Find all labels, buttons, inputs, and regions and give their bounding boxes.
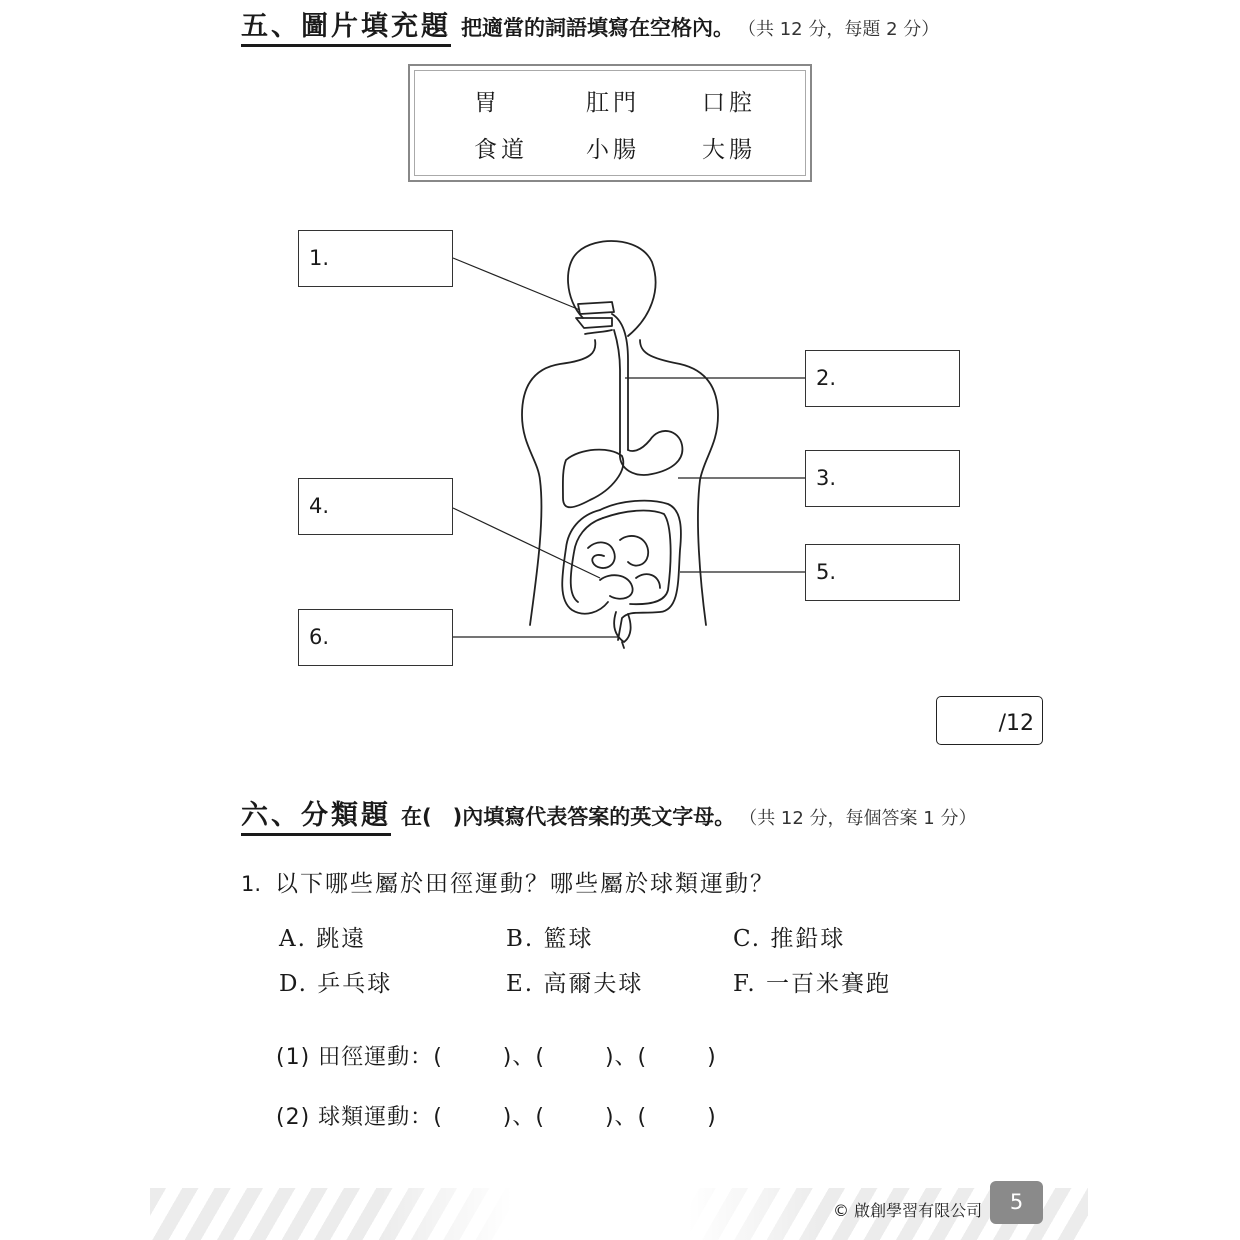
blank-paren: )、( [604,1045,648,1070]
copyright-text: © 啟創學習有限公司 [833,1201,983,1220]
nasal-cavity [578,302,614,314]
section5-instruction: 把適當的詞語填寫在空格內。 [461,16,734,40]
answer-box-5[interactable]: 5. [805,544,960,601]
body-outline-left [522,340,595,625]
question-number: 1. [241,872,262,896]
large-intestine [600,501,681,640]
question-1 [241,865,775,898]
small-intestine [588,536,660,599]
blank-paren: )、( [502,1045,545,1070]
anus [622,642,624,648]
blank-paren: )、( [502,1105,545,1130]
blank-paren: ( [433,1045,443,1070]
stomach [620,431,683,475]
word-bank-item: 食道 [474,137,528,163]
word-bank-item: 大腸 [702,137,756,163]
section6-title: 六、分類題 [241,793,391,836]
section6-instruction: 在( )內填寫代表答案的英文字母。 [401,805,736,829]
sub-question-label: 田徑運動： [318,1045,434,1070]
question-text: 以下哪些屬於田徑運動？哪些屬於球類運動？ [275,871,776,897]
leader-line-1 [453,258,580,310]
word-bank-item: 小腸 [586,137,640,163]
blank-paren: ( [433,1105,443,1130]
body-outline-right [640,340,718,625]
blank-paren: ) [707,1105,717,1130]
sub-question-label: 球類運動： [318,1105,434,1130]
page-number: 5 [990,1181,1043,1224]
option-c: C. 推鉛球 [733,926,846,952]
blank-paren: )、( [604,1105,648,1130]
option-d: D. 乒乓球 [279,971,393,997]
answer-box-3[interactable]: 3. [805,450,960,507]
option-b: B. 籃球 [506,926,594,952]
answer-box-2[interactable]: 2. [805,350,960,407]
blank-paren: ) [707,1045,717,1070]
section5-score: （共 12 分，每題 2 分） [738,19,940,40]
answer-box-1[interactable]: 1. [298,230,453,287]
word-bank-item: 胃 [474,90,501,116]
answer-box-4[interactable]: 4. [298,478,453,535]
sub-question-number: (2) [276,1105,311,1130]
section6-score: （共 12 分，每個答案 1 分） [739,808,977,829]
section5-title: 五、圖片填充題 [241,4,451,47]
answer-box-6[interactable]: 6. [298,609,453,666]
mouth [576,318,612,328]
word-bank-item: 肛門 [586,90,640,116]
liver [563,450,623,508]
sub-question-2 [276,1100,717,1131]
word-bank-item: 口腔 [702,90,756,116]
option-a: A. 跳遠 [279,926,367,952]
sub-question-number: (1) [276,1045,311,1070]
sub-question-1 [276,1040,717,1071]
footer-fade [380,1188,820,1240]
leader-line-4 [453,508,600,578]
section6-heading [241,793,976,836]
option-f: F. 一百米賽跑 [733,971,891,997]
option-e: E. 高爾夫球 [506,971,644,997]
score-box[interactable]: /12 [936,696,1043,745]
